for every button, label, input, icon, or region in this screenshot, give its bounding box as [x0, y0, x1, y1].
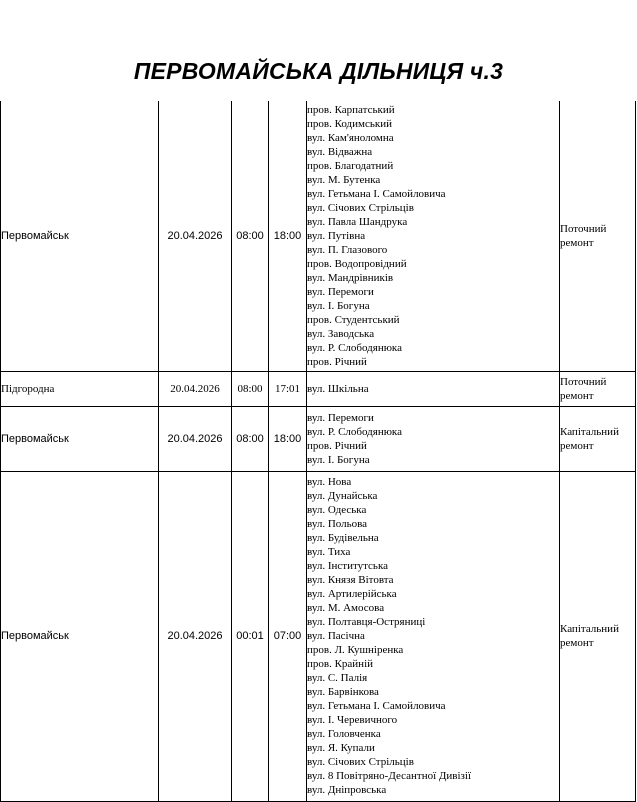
street-item: вул. Р. Слободянюка: [307, 425, 402, 438]
date-cell: 20.04.2026: [159, 371, 232, 406]
street-item: вул. І. Богуна: [307, 453, 370, 466]
street-item: вул. Барвінкова: [307, 686, 379, 698]
table-row: [1, 101, 636, 371]
street-item: пров. Водопровідний: [307, 257, 407, 270]
time-to-cell: 18:00: [269, 101, 307, 371]
street-item: вул. Перемоги: [307, 411, 374, 424]
street-item: пров. Студентський: [307, 313, 400, 326]
settlement-cell: Первомайськ: [1, 406, 159, 471]
street-item: вул. Нова: [307, 476, 352, 488]
work-type-line: Поточний: [560, 222, 607, 235]
streets-cell: [307, 406, 560, 471]
table-row: [1, 406, 636, 471]
date-cell: 20.04.2026: [159, 101, 232, 371]
time-to-cell: 17:01: [269, 371, 307, 406]
work-type-line: ремонт: [560, 439, 594, 452]
work-type-cell: [560, 101, 636, 371]
street-item: пров. Л. Кушніренка: [307, 644, 404, 656]
work-type-cell: [560, 406, 636, 471]
street-item: вул. Артилерійська: [307, 588, 397, 600]
settlement-cell: Первомайськ: [1, 471, 159, 801]
street-item: вул. Січових Стрільців: [307, 201, 414, 214]
street-item: пров. Річний: [307, 439, 367, 452]
time-to-cell: 07:00: [269, 471, 307, 801]
street-item: вул. Князя Вітовта: [307, 574, 394, 586]
street-item: пров. Благодатний: [307, 159, 394, 172]
work-type-cell: [560, 471, 636, 801]
time-from-cell: 08:00: [232, 406, 269, 471]
street-item: вул. М. Амосова: [307, 602, 385, 614]
street-item: вул. С. Палія: [307, 672, 368, 684]
street-item: вул. Дніпровська: [307, 784, 387, 796]
time-from-cell: 08:00: [232, 371, 269, 406]
street-item: вул. Головченка: [307, 728, 381, 740]
work-type-line: Поточний: [560, 375, 607, 388]
date-cell: 20.04.2026: [159, 406, 232, 471]
street-item: пров. Кодимський: [307, 117, 393, 130]
street-item: вул. Відважна: [307, 145, 373, 158]
work-type-line: Капітальний: [560, 425, 619, 438]
street-item: вул. 8 Повітряно-Десантної Дивізії: [307, 770, 471, 782]
page-title: ПЕРВОМАЙСЬКА ДІЛЬНИЦЯ ч.3: [133, 58, 504, 84]
streets-cell: [307, 101, 560, 371]
street-item: пров. Крайній: [307, 658, 374, 670]
work-type-cell: [560, 371, 636, 406]
street-item: вул. Будівельна: [307, 532, 379, 544]
street-item: вул. Путівна: [307, 229, 366, 242]
work-type-line: Капітальний: [560, 623, 619, 635]
time-from-cell: 08:00: [232, 101, 269, 371]
street-item: вул. Пасічна: [307, 630, 365, 642]
work-type-line: ремонт: [560, 637, 594, 649]
table-row: [1, 471, 636, 801]
street-item: пров. Річний: [307, 355, 367, 368]
street-item: вул. Інститутська: [307, 560, 389, 572]
time-to-cell: 18:00: [269, 406, 307, 471]
work-type-line: ремонт: [560, 389, 594, 402]
street-item: вул. Польова: [307, 518, 368, 530]
settlement-cell: Підгородна: [1, 371, 159, 406]
street-item: вул. Гетьмана І. Самойловича: [307, 187, 446, 200]
street-item: вул. Полтавця-Остряниці: [307, 616, 426, 628]
time-from-cell: 00:01: [232, 471, 269, 801]
street-item: вул. Тиха: [307, 546, 351, 558]
street-item: вул. Я. Купали: [307, 742, 375, 754]
street-item: вул. Павла Шандрука: [307, 215, 408, 228]
work-type-line: ремонт: [560, 236, 594, 249]
street-item: вул. П. Глазового: [307, 243, 388, 256]
outage-schedule-table: [0, 101, 636, 802]
street-item: вул. І. Богуна: [307, 299, 370, 312]
street-item: вул. Мандрівників: [307, 271, 394, 284]
street-item: вул. Шкільна: [307, 382, 369, 395]
streets-cell: [307, 471, 560, 801]
settlement-cell: Первомайськ: [1, 101, 159, 371]
streets-cell: [307, 371, 560, 406]
street-item: вул. Одеська: [307, 504, 367, 516]
street-item: вул. Дунайська: [307, 490, 378, 502]
street-item: вул. Гетьмана І. Самойловича: [307, 700, 446, 712]
date-cell: 20.04.2026: [159, 471, 232, 801]
street-item: вул. Січових Стрільців: [307, 756, 414, 768]
street-item: пров. Карпатський: [307, 103, 395, 116]
street-item: вул. Заводська: [307, 327, 375, 340]
table-row: [1, 371, 636, 406]
street-item: вул. Перемоги: [307, 285, 374, 298]
street-item: вул. І. Черевичного: [307, 714, 398, 726]
street-item: вул. Кам'яноломна: [307, 131, 394, 144]
street-item: вул. М. Бутенка: [307, 173, 381, 186]
street-item: вул. Р. Слободянюка: [307, 341, 402, 354]
